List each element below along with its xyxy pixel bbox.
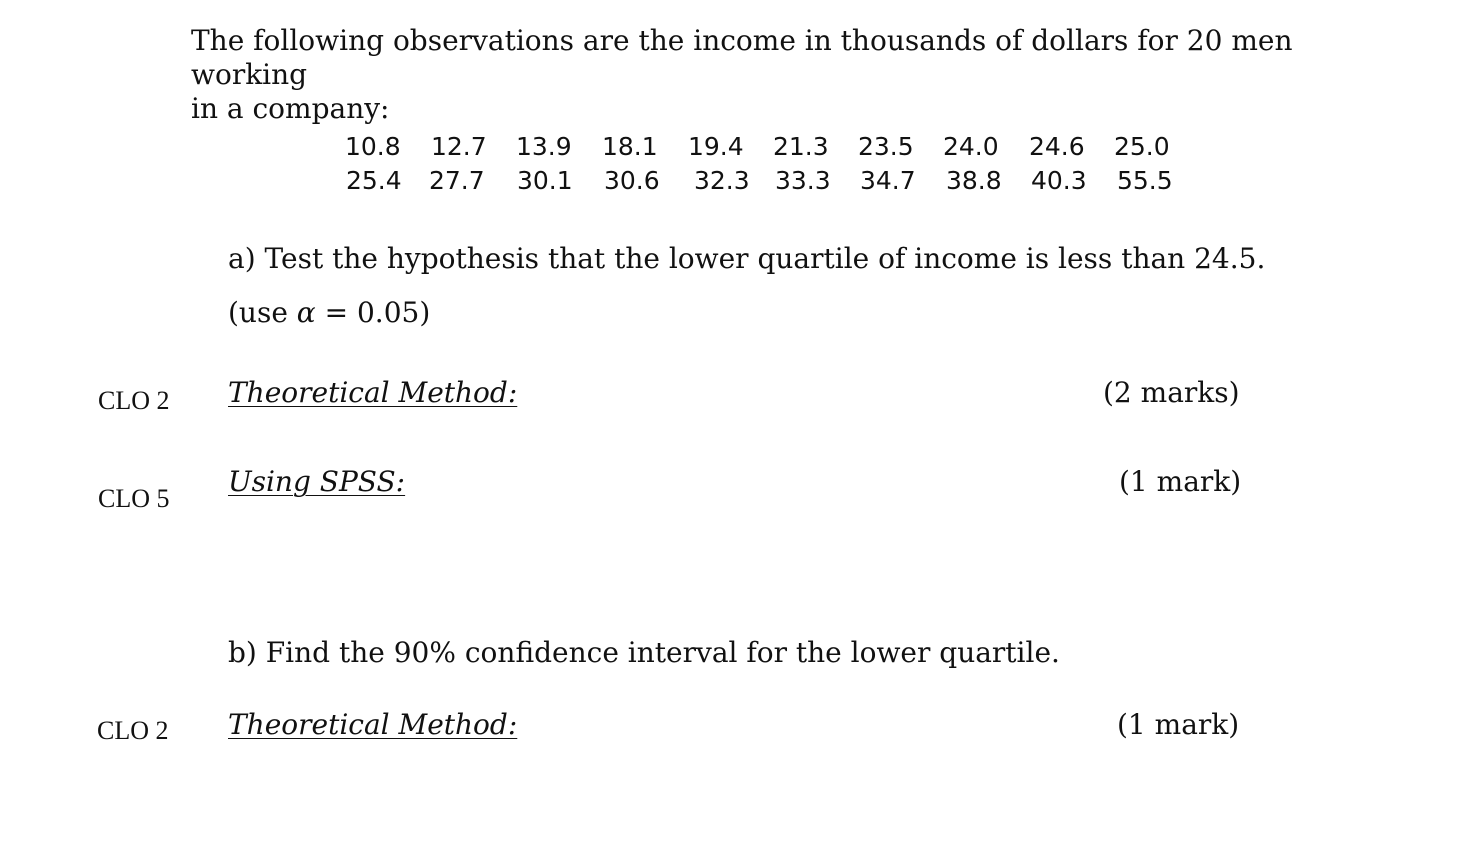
data-value: 30.6	[604, 166, 660, 195]
clo-label: CLO 2	[97, 716, 169, 745]
data-value: 27.7	[429, 166, 485, 195]
data-value: 21.3	[773, 132, 829, 161]
data-value: 13.9	[516, 132, 572, 161]
data-value: 32.3	[694, 166, 750, 195]
question-a-text-after: = 0.05)	[315, 296, 431, 329]
question-a-text	[228, 232, 1328, 340]
data-value: 25.4	[346, 166, 402, 195]
data-value: 24.6	[1029, 132, 1085, 161]
theoretical-method-heading: Theoretical Method:	[228, 708, 518, 741]
marks-label: (1 mark)	[1119, 465, 1242, 498]
marks-label: (1 mark)	[1117, 708, 1240, 741]
alpha-symbol: α	[296, 296, 316, 329]
data-value: 55.5	[1117, 166, 1173, 195]
theoretical-method-heading: Theoretical Method:	[228, 376, 518, 409]
data-value: 40.3	[1031, 166, 1087, 195]
question-a-text-before: a) Test the hypothesis that the lower quartile of income is less than 24.5. (use	[228, 242, 1266, 329]
data-value: 33.3	[775, 166, 831, 195]
using-spss-heading: Using SPSS:	[228, 465, 406, 498]
clo-label: CLO 5	[98, 484, 170, 513]
intro-line-1: The following observations are the income in thousands of dollars for 20 men working	[191, 24, 1293, 91]
data-value: 24.0	[943, 132, 999, 161]
data-value: 18.1	[602, 132, 658, 161]
intro-line-2: in a company:	[191, 92, 390, 125]
data-value: 25.0	[1114, 132, 1170, 161]
data-value: 12.7	[431, 132, 487, 161]
data-value: 19.4	[688, 132, 744, 161]
data-value: 34.7	[860, 166, 916, 195]
intro-paragraph	[191, 24, 1371, 126]
data-value: 23.5	[858, 132, 914, 161]
data-value: 38.8	[946, 166, 1002, 195]
data-value: 10.8	[345, 132, 401, 161]
marks-label: (2 marks)	[1103, 376, 1240, 409]
clo-label: CLO 2	[98, 386, 170, 415]
data-value: 30.1	[517, 166, 573, 195]
question-b-text: b) Find the 90% confidence interval for the lower quartile.	[228, 636, 1060, 669]
